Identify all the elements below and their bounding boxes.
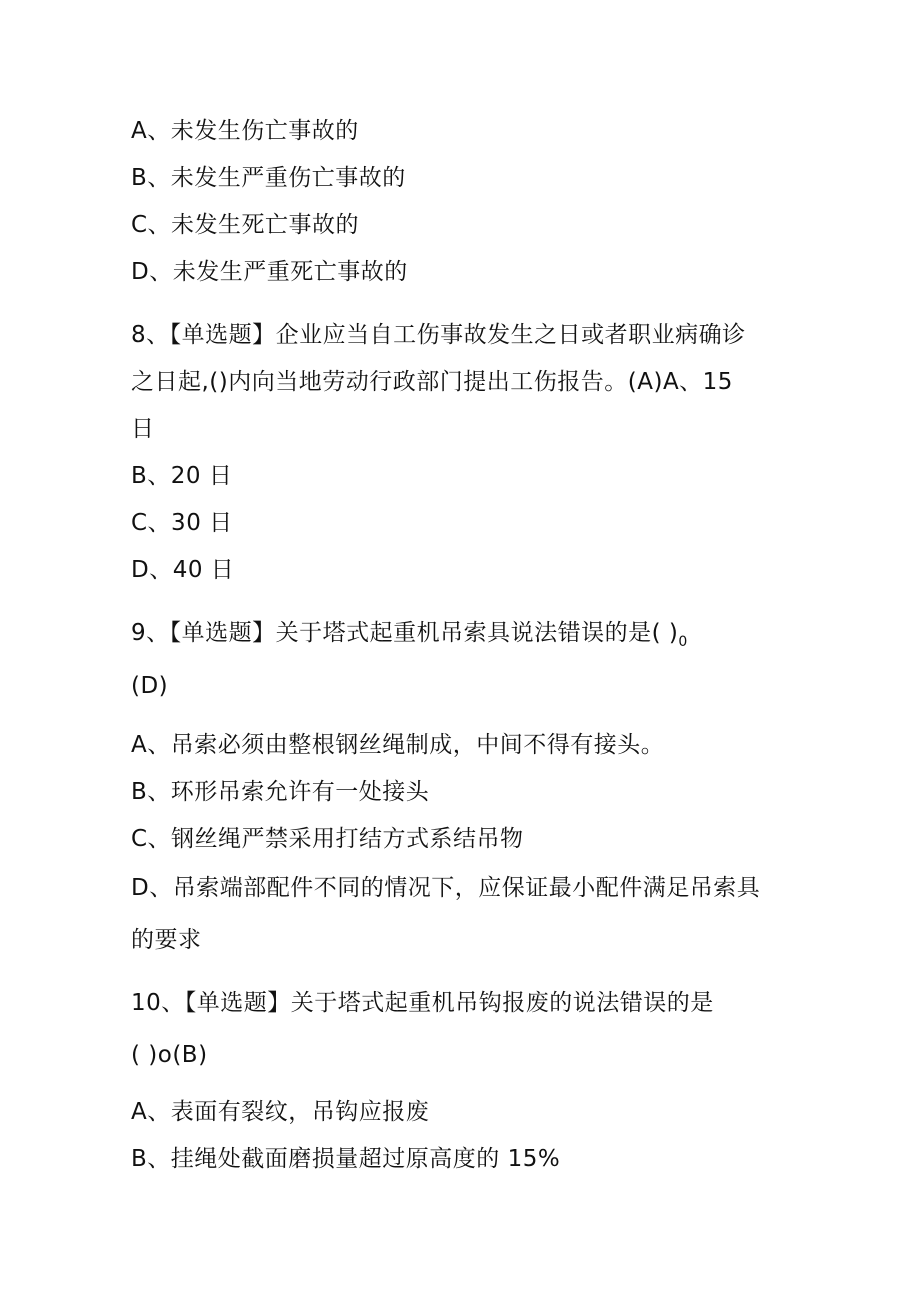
q8-option-c: C、30 日 — [131, 510, 233, 536]
q8-stem-line1: 8、【单选题】企业应当自工伤事故发生之日或者职业病确诊 — [131, 322, 746, 348]
q9-option-d: D、吊索端部配件不同的情况下，应保证最小配件满足吊索具 — [131, 875, 761, 901]
q9-stem-line1 — [131, 618, 688, 657]
q9-option-a: A、吊索必须由整根钢丝绳制成，中间不得有接头。 — [131, 732, 665, 758]
q7-option-b: B、未发生严重伤亡事故的 — [131, 165, 406, 191]
q7-option-a: A、未发生伤亡事故的 — [131, 118, 359, 144]
q9-stem-suffix: 0 — [678, 634, 688, 650]
q10-option-b: B、挂绳处截面磨损量超过原高度的 15% — [131, 1146, 561, 1172]
q9-option-c: C、钢丝绳严禁采用打结方式系结吊物 — [131, 826, 524, 852]
q10-stem-line2: ( )o(B) — [131, 1042, 208, 1068]
q10-option-a: A、表面有裂纹，吊钩应报废 — [131, 1099, 430, 1125]
q9-option-b: B、环形吊索允许有一处接头 — [131, 779, 430, 805]
q8-option-b: B、20 日 — [131, 463, 233, 489]
q8-option-d: D、40 日 — [131, 557, 235, 583]
q10-stem-line1: 10、【单选题】关于塔式起重机吊钩报废的说法错误的是 — [131, 990, 714, 1016]
q8-stem-line3: 日 — [131, 416, 155, 442]
q9-stem-text: 9、【单选题】关于塔式起重机吊索具说法错误的是( ) — [131, 620, 679, 646]
q7-option-c: C、未发生死亡事故的 — [131, 212, 360, 238]
q9-stem-line2: (D) — [131, 673, 169, 699]
q7-option-d: D、未发生严重死亡事故的 — [131, 259, 408, 285]
q8-stem-line2: 之日起,()内向当地劳动行政部门提出工伤报告。(A)A、15 — [131, 369, 733, 395]
q9-option-d-continued: 的要求 — [131, 927, 202, 953]
